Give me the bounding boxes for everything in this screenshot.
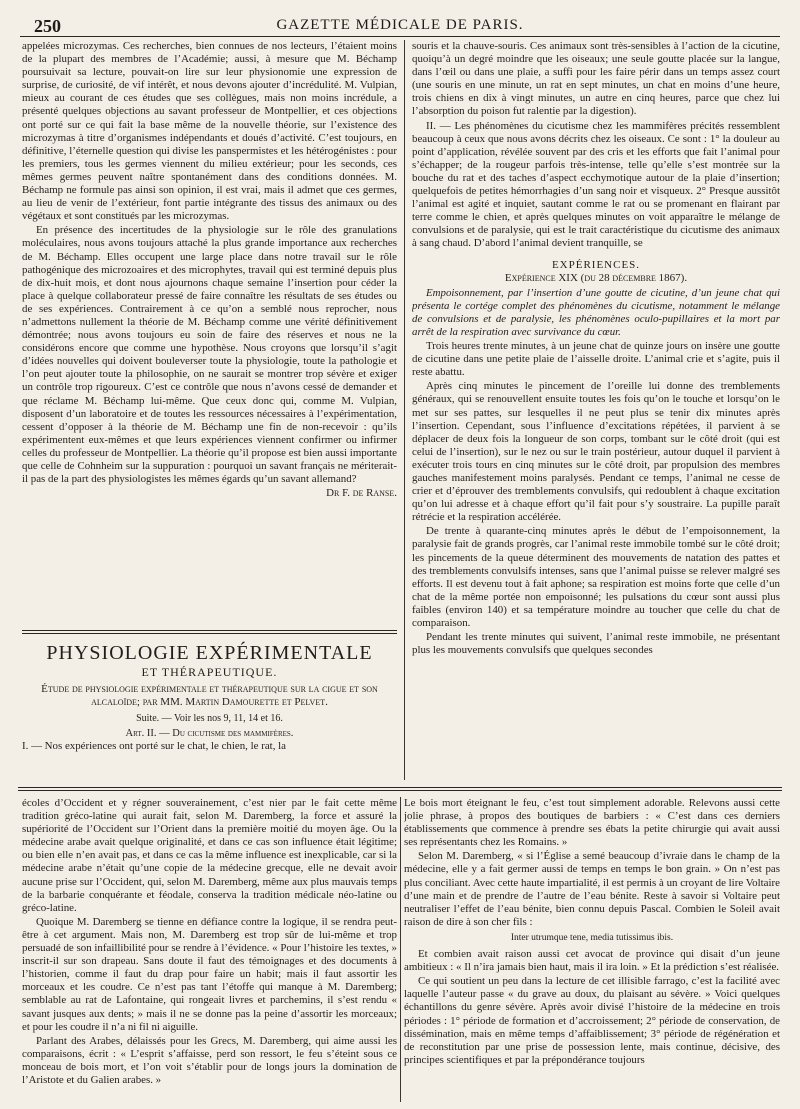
paragraph: I. — Nos expériences ont porté sur le chat, le chien, le rat, la [22,740,286,753]
page-header [20,14,780,37]
paragraph: Ce qui soutient un peu dans la lecture de cet illisible farrago, c’est la facilité avec laquelle l’auteur passe « du grave au doux, du plaisant au sévère. » Voici quelques échantillons du genre sévère. Après avoir divisé l’histoire de la médecine en trois périodes : 1° période de formation et d’accroissement; 2° période de conservation, de dissémination, mais en même temps d’affaiblissement; 3° période de régénération et de reconstitution par une prise de possession lente, mais continue, décisive, des principes scientifiques et par la prépondérance toujours [404,975,780,1066]
latin-quote: Inter utrumque tene, media tutissimus ibis. [510,932,674,943]
paragraph: Le bois mort éteignant le feu, c’est tout simplement adorable. Relevons aussi cette jolie phrase, à propos des boutiques de barbiers : « C’est dans ces derniers établissements que commence à prendre ses ébats la petite chirurgie qui avait aussi ses représentants chez les Romains. » [404,797,780,849]
section-title: PHYSIOLOGIE EXPÉRIMENTALE [46,642,373,664]
paragraph: Et combien avait raison aussi cet avocat de province qui disait d’un jeune ambitieux : « Il n’ira jamais bien haut, mais il ira loin. » Et la prédiction s’est réalisée. [404,948,780,974]
paragraph: écoles d’Occident et y régner souverainement, c’est nier par le fait cette même tradition gréco-latine qui aurait fait, selon M. Daremberg, la force et assuré la supériorité de l’Occident sur l’Orient dans la première moitié du moyen âge. Ou la médecine arabe avait quelque originalité, et dans ce cas son influence était légitime; ou bien elle n’en avait pas, et dans ce cas la même influence est inexplicable, car si la médecine arabe n’était qu’une copie de la médecine grecque, elle ne devait avoir aucune prise sur l’Occident, qui, selon M. Daremberg, même aux plus mauvais temps de la barbarie conquérante et féodale, conserva la tradition médicale néo-latine ou gréco-latine. [22,797,397,914]
paragraph: II. — Les phénomènes du cicutisme chez les mammifères précités ressemblent beaucoup à ceux que nous avons décrits chez les oiseaux. Ce sont : 1° la douleur au point d’application, révélée souvent par des cris et les efforts que fait l’animal pour s’échapper; de la rougeur parfois très-intense, telle qu’elle s’est montrée sur la bouche du rat et des taches d’aspect ecchymotique autour de la plaie d’insertion; quelquefois de petites hémorrhagies d’un sang noir et visqueux. 2° Presque aussitôt l’animal est agité et inquiet, sautant comme le rat ou se promenant en flairant par terre comme le chien, et après quelques minutes on voit apparaître le mélange de convulsions et de paralysie, qui est le trait caractéristique du cicutisme des animaux à sang chaud. D’abord l’animal devient tranquille, se [412,119,780,250]
study-title: Étude de physiologie expérimentale et thérapeutique sur la cigue et son alcaloïde; par MM. Martin Damourette et Pelvet. [41,683,378,709]
paragraph: appelées microzymas. Ces recherches, bien connues de nos lecteurs, l’étaient moins de la plupart des membres de l’Académie; aussi, à mesure que M. Béchamp poursuivait sa lecture, pouvait-on lire sur leur physionomie une expression de surprise, de curiosité, de vif intérêt, et nous devons ajouter d’incrédulité. M. Vulpian, mieux au courant de ces études que ses collègues, mais non moins incrédule, a présenté quelques objections au savant professeur de Montpellier, et ces objections ont porté sur ce qui fait la base même de la nouvelle théorie, sur l’existence des microzymas à titre d’organismes indépendants et doués d’activité. C’est toujours, en définitive, l’éternelle question qui divise les panspermistes et les hétérogénistes : pour les premiers, tous les germes viennent du milieu extérieur; pour les seconds, ces mêmes germes peuvent naître spontanément dans des conditions données. M. Béchamp ne formule pas ainsi son opinion, il est vrai, mais il admet que ces germes, au lieu de venir de l’extérieur, font partie intégrante des tissus des animaux ou des végétaux et sont constitués par les microzymas. [22,40,397,223]
paragraph: Quoique M. Daremberg se tienne en défiance contre la logique, il se rendra peut-être à cet argument. Mais non, M. Daremberg est trop sûr de lui-même et trop persuadé de son infaillibilité pour se rendre à l’évidence. « Pour l’histoire les textes, » inscrit-il sur son drapeau. Sans doute il faut des témoignages et des documents à l’historien, comme il faut du drap pour faire un habit; mais il faut assortir les morceaux et les coudre. Ce n’est pas tant l’étoffe qui manque à M. Daremberg; semblable au rat de Lafontaine, qui rongeait livres et parchemins, il s’est rendu « savant jusques aux dents; » mais il ne se donne pas la peine d’assortir les morceaux; et pour les coudre il n’a ni fil ni aiguille. [22,915,397,1033]
paragraph: En présence des incertitudes de la physiologie sur le rôle des granulations moléculaires, nous avons toujours attaché la plus grande importance aux recherches de M. Béchamp. Elles occupent une large place dans notre travail sur le rôle pathogénique des microzoaires et des microphytes, travail qui est terminé depuis plus de dix-huit mois, et dont nous ajournons chaque semaine l’insertion pour céder la place à quelque collaborateur pressé de faire connaître les résultats de ses études ou de ses expériences. Contrairement à ce qu’on a semblé nous reprocher, nous n’admettons nullement la théorie de M. Béchamp comme une vérité définitivement démontrée; nous avons toujours eu soin de faire des réserves et nous ne la considérons encore que comme une hypothèse. Nous croyons que lorsqu’il s’agit d’idées nouvelles qui doivent bouleverser toute la physiologie, toute la pathologie et l’on peut ajouter toute la philosophie, on ne saurait se montrer trop sévère et exiger un contrôle trop rigoureux. C’est ce contrôle que nous n’avons cessé de demander et que réclame M. Béchamp lui-même. Que ceux donc qui, comme M. Vulpian, disposent d’un laboratoire et de toutes les ressources nécessaires à l’expérimentation, cessent d’opposer à la théorie de M. Béchamp une fin de non-recevoir : qu’ils expérimentent eux-mêmes et que leurs expériences viennent confirmer ou infirmer celles du professeur de Montpellier. La théorie qu’il propose est bien aussi importante que celle de Cohnheim sur la suppuration : pourquoi un savant français ne mériterait-il pas de la part des physiologistes les mêmes égards qu’un savant allemand? [22,224,397,486]
experience-summary: Empoisonnement, par l’insertion d’une goutte de cicutine, d’un jeune chat qui présenta le cortége complet des phénomènes du cicutisme, notamment le mélange de convulsions et de paralysie, les phénomènes oculo-pupillaires et la mort par arrêt de la respiration avec survivance du cœur. [412,286,780,338]
running-title: GAZETTE MÉDICALE DE PARIS. [276,16,524,33]
experiences-heading: EXPÉRIENCES. [551,258,641,271]
bottom-right-column [404,797,780,1102]
paragraph: Pendant les trente minutes qui suivent, l’animal reste immobile, ne présentant plus les mouvements convulsifs que quelques secondes [412,631,780,657]
paragraph: Selon M. Daremberg, « si l’Église a semé beaucoup d’ivraie dans le champ de la médecine, elle y a fait germer aussi de temps en temps le bon grain. » On n’est pas plus conciliant. Avec cette haute impartialité, il est permis à un croyant de lire Voltaire d’une main et de prendre de l’autre de l’eau bénite. Reste à savoir si Voltaire peut neutraliser l’effet de l’eau bénite, bien connu depuis Pascal. Combien le Soleil avait raison de dire à son cher fils : [404,850,780,928]
author-signature: Dr F. de Ranse. [326,487,397,500]
section-subtitle: ET THÉRAPEUTIQUE. [141,665,278,679]
paragraph: Trois heures trente minutes, à un jeune chat de quinze jours on insère une goutte de cicutine dans une petite plaie de l’aisselle droite. L’animal crie et s’agite, puis il reste abattu. [412,340,780,379]
article-heading: Art. II. — Du cicutisme des mammifères. [125,728,294,740]
column-divider-bottom [400,797,401,1102]
continuation-note: Suite. — Voir les nos 9, 11, 14 et 16. [136,713,283,725]
top-right-column [412,40,780,775]
page-number: 250 [34,16,61,36]
paragraph: De trente à quarante-cinq minutes après le début de l’empoisonnement, la paralysie fait de grands progrès, car l’animal reste immobile tombé sur le côté droit; les pincements de la queue déterminent des mouvements de natation des pattes et des tremblements convulsifs intenses, sans que l’animal puisse se relever malgré ses efforts. Il est devenu tout à fait aphone; sa respiration est moins forte que celle d’un chat de la même portée non empoisonné; les pulsations du cœur sont aussi plus faibles (environ 140) et sa température moindre au toucher que celle du chat de comparaison. [412,525,780,630]
top-left-column [22,40,397,620]
feuilleton-divider [18,787,782,791]
bottom-left-column [22,797,397,1102]
experience-title: Expérience XIX (du 28 décembre 1867). [504,271,688,284]
paragraph: souris et la chauve-souris. Ces animaux sont très-sensibles à l’action de la cicutine, quoiqu’à un degré moindre que les oiseaux; une seule goutte placée sur la langue, dans l’œil ou dans une plaie, a suffi pour les faire périr dans un temps assez court (une souris en une minute, un rat en sept minutes, un chat en moins d’une heure, trois chiens en dix à vingt minutes, un autre en cinq heures, parce que chez lui l’absorption du poison fut ralentie par la digestion). [412,40,780,118]
paragraph: Après cinq minutes le pincement de l’oreille lui donne des tremblements généraux, qui se renouvellent ensuite toutes les fois qu’on le touche et lorsqu’on le met sur ses pattes, sur lesquelles il ne peut plus se tenir dix minutes après l’insertion. Cependant, sous l’influence d’excitations répétées, il parvient à se déplacer de deux fois la longueur de son corps, tombant sur le côté droit (qui est celui de l’insertion), sur le nez ou sur le train postérieur, autour duquel il parvient à exécuter trois tours en cinq minutes sur le côté droit, par propulsion des membres gauches manifestement moins paralysés. Pendant ce temps, l’animal ne cesse de crier et d’éprouver des tremblements convulsifs, qui redoublent à chaque excitation qu’on lui adresse et à chaque effort qu’il fait pour s’y soustraire. La pupille paraît rétrécie et la respiration accélérée. [412,380,780,524]
paragraph: Parlant des Arabes, délaissés pour les Grecs, M. Daremberg, qui aime aussi les comparaisons, écrit : « L’esprit s’affaisse, perd son ressort, le feu s’éteint sous ce monceau de bois mort, et l’on voit s’établir pour de longs jours la domination de l’Aristote et du Galien arabes. » [22,1034,397,1086]
section-divider [22,630,397,634]
column-divider-top [404,40,405,780]
section-heading-block [22,640,397,780]
